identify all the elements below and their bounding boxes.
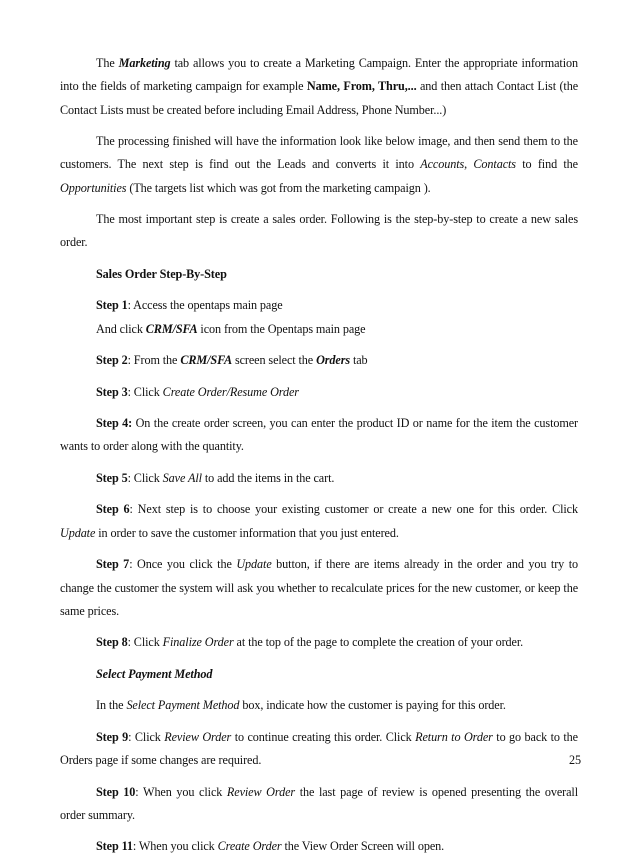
text: The processing finished will have the information look like below image, and then send them to the customers. The next step is find out the Leads and converts it into: [60, 134, 578, 172]
step-label: Step 11: [96, 839, 133, 854]
update-emphasis: Update: [60, 525, 96, 540]
text: button, if there are items already in the order and you try to change the customer the system will ask you whether to recalculate prices for the new customer, or keep the same prices.: [60, 557, 578, 618]
step-label: Step 10: [96, 784, 136, 799]
text: : Click: [128, 729, 165, 744]
text: : Access the opentaps main page: [127, 298, 283, 313]
create-order-emphasis: Create Order: [217, 839, 282, 854]
marketing-emphasis: Marketing: [118, 56, 171, 70]
page-content: [60, 52, 578, 867]
text: : From the: [127, 353, 181, 368]
step-label: Step 6: [96, 502, 130, 517]
text: : Click: [127, 384, 163, 399]
step-11: [60, 835, 578, 858]
text: The: [96, 56, 119, 70]
step-label: Step 5: [96, 470, 128, 485]
heading-sales-order-steps: [60, 263, 578, 286]
crm-sfa-emphasis: CRM/SFA: [180, 353, 233, 368]
paragraph-processing: [60, 130, 578, 200]
text: (The targets list which was got from the marketing campaign ).: [126, 180, 431, 195]
step-label: Step 7: [96, 557, 130, 572]
finalize-order-emphasis: Finalize Order: [162, 635, 234, 650]
step-1-continued: [60, 318, 578, 341]
paragraph-sales-order-intro: The most important step is create a sales order. Following is the step-by-step to create a new sales order.: [60, 212, 578, 250]
text: ,: [464, 157, 474, 172]
return-to-order-emphasis: Return to Order: [415, 729, 493, 744]
step-4: [60, 412, 578, 459]
text: the View Order Screen will open.: [281, 839, 445, 854]
text: On the create order screen, you can enter the product ID or name for the item the customer wants to order along with the quantity.: [60, 416, 578, 454]
crm-sfa-emphasis: CRM/SFA: [145, 321, 198, 336]
text: tab allows you to create a Marketing Campaign. Enter the appropriate information into the fields of marketing campaign for example: [60, 56, 578, 94]
review-order-emphasis: Review Order: [226, 784, 296, 799]
text: to go back to the Orders page if some changes are required.: [60, 729, 578, 768]
opportunities-emphasis: Opportunities: [60, 180, 127, 195]
text: : Once you click the: [129, 557, 237, 572]
review-order-emphasis: Review Order: [164, 729, 232, 744]
text: And click: [96, 321, 146, 336]
step-1: [60, 294, 578, 317]
payment-method-emphasis: Select Payment Method: [126, 698, 240, 713]
contacts-emphasis: Contacts: [473, 157, 516, 172]
text: : When you click: [135, 784, 227, 799]
text: in order to save the customer information that you just entered.: [95, 525, 399, 540]
save-all-emphasis: Save All: [162, 470, 202, 485]
text: the last page of review is opened presenting the overall order summary.: [60, 784, 579, 822]
step-label: Step 1: [96, 298, 128, 313]
step-7: [60, 553, 578, 623]
text: to continue creating this order. Click: [231, 729, 416, 744]
step-5: [60, 467, 578, 490]
step-label: Step 9: [96, 729, 129, 744]
step-label: Step 4:: [96, 416, 133, 431]
text: to add the items in the cart.: [201, 470, 335, 485]
paragraph-payment: [60, 694, 578, 717]
heading-text: Sales Order Step-By-Step: [96, 266, 227, 281]
step-label: Step 3: [96, 384, 128, 399]
step-6: [60, 498, 578, 545]
paragraph-marketing: [60, 52, 578, 122]
text: at the top of the page to complete the creation of your order.: [233, 635, 524, 650]
heading-text: Select Payment Method: [96, 666, 213, 681]
heading-select-payment-method: [60, 663, 578, 686]
text: tab: [350, 353, 368, 368]
create-order-emphasis: Create Order/Resume Order: [162, 384, 299, 399]
step-9: [60, 726, 578, 773]
text: : Click: [127, 470, 163, 485]
text: : When you click: [132, 839, 218, 854]
step-2: [60, 349, 578, 372]
text: In the: [96, 698, 127, 713]
step-10: [60, 781, 578, 828]
step-3: [60, 381, 578, 404]
orders-emphasis: Orders: [316, 353, 350, 368]
accounts-emphasis: Accounts: [420, 157, 465, 172]
page-number: 25: [569, 753, 581, 767]
text: and then attach Contact List (the Contact Lists must be created before including Email Address, Phone Number...): [60, 79, 578, 117]
text: : Click: [127, 635, 163, 650]
text: : Next step is to choose your existing customer or create a new one for this order. Click: [129, 502, 578, 517]
step-8: [60, 631, 578, 654]
text: screen select the: [232, 353, 317, 368]
fields-emphasis: Name, From, Thru,...: [306, 79, 417, 94]
text: box, indicate how the customer is paying for this order.: [239, 698, 506, 713]
text: icon from the Opentaps main page: [197, 321, 366, 336]
step-label: Step 8: [96, 635, 128, 650]
update-emphasis: Update: [236, 557, 272, 572]
step-label: Step 2: [96, 353, 128, 368]
text: to find the: [515, 157, 578, 172]
